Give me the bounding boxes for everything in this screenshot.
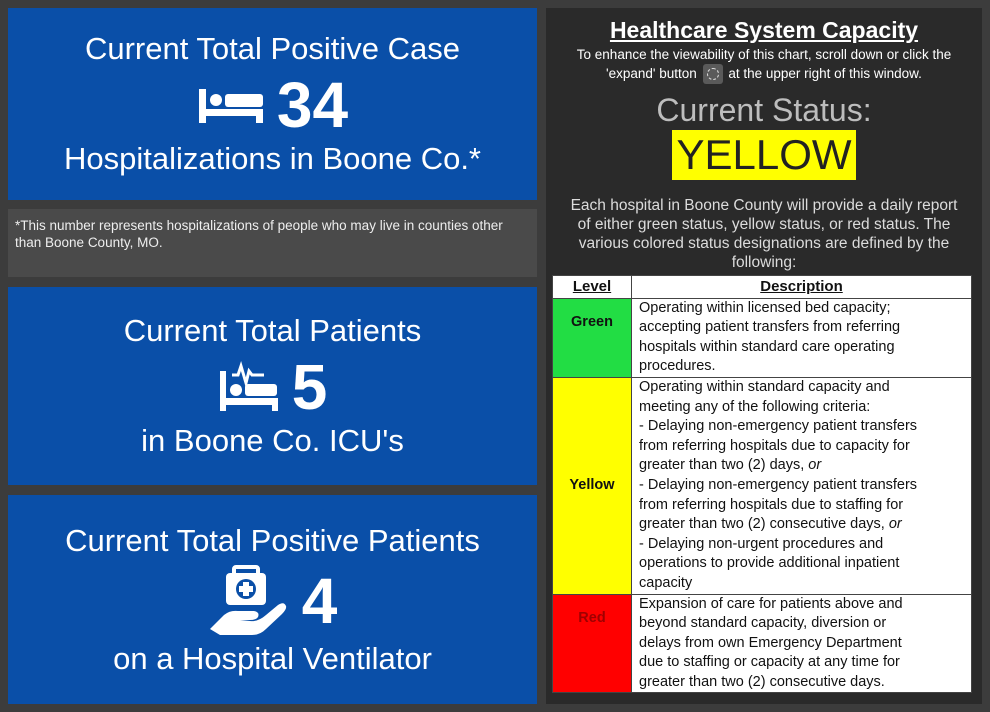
medical-kit-hand-icon — [208, 565, 290, 637]
status-badge: YELLOW — [672, 130, 855, 180]
capacity-title: Healthcare System Capacity — [609, 17, 919, 43]
description-yellow — [632, 377, 972, 594]
instructions-line-3: at the upper right of this window. — [728, 66, 922, 81]
yellow-line — [639, 456, 968, 476]
icu-bed-icon — [218, 361, 280, 413]
or-word: or — [808, 457, 822, 474]
hospitalization-footnote: *This number represents hospitalizations of people who may live in counties other than Boone County, MO. — [8, 209, 537, 277]
yellow-line: from referring hospitals due to staffing for — [639, 496, 904, 513]
yellow-line: - Delaying non-emergency patient transfers — [639, 476, 918, 493]
hospitalizations-subtitle: Hospitalizations in Boone Co.* — [63, 141, 482, 176]
description-green — [632, 298, 972, 377]
bed-icon — [197, 85, 265, 125]
yellow-line: capacity — [639, 574, 693, 591]
green-line: hospitals within standard care operating — [639, 338, 895, 355]
icu-subtitle: in Boone Co. ICU's — [141, 423, 404, 458]
table-row-red — [553, 594, 972, 693]
red-line: due to staffing or capacity at any time for — [639, 654, 900, 671]
table-header-row — [553, 276, 972, 299]
icu-count: 5 — [291, 351, 328, 423]
header-level: Level — [553, 276, 632, 299]
yellow-line: operations to provide additional inpatient — [639, 555, 900, 572]
red-line: beyond standard capacity, diversion or — [639, 615, 887, 632]
icu-title: Current Total Patients — [123, 313, 422, 348]
ventilator-title: Current Total Positive Patients — [65, 522, 480, 558]
instructions-line-1: To enhance the viewability of this chart, scroll down or click the — [576, 47, 952, 62]
table-row-yellow — [553, 377, 972, 594]
capacity-panel — [546, 8, 982, 704]
yellow-line-text: greater than two (2) days, — [639, 457, 805, 474]
ventilator-panel — [8, 495, 537, 704]
green-line: accepting patient transfers from referring — [639, 319, 901, 336]
level-yellow: Yellow — [553, 377, 632, 594]
table-row-green — [553, 298, 972, 377]
capacity-instructions — [546, 45, 982, 84]
yellow-line: - Delaying non-urgent procedures and — [639, 535, 884, 552]
description-red — [632, 594, 972, 693]
ventilator-subtitle: on a Hospital Ventilator — [113, 640, 432, 676]
header-description: Description — [632, 276, 972, 299]
green-line: procedures. — [639, 358, 716, 375]
red-line: greater than two (2) consecutive days. — [639, 673, 885, 690]
hospitalizations-title: Current Total Positive Case — [84, 31, 461, 66]
yellow-line: from referring hospitals due to capacity for — [639, 437, 910, 454]
level-red: Red — [553, 594, 632, 693]
level-green: Green — [553, 298, 632, 377]
icu-panel — [8, 287, 537, 485]
status-label: Current Status: — [656, 92, 872, 129]
status-description: Each hospital in Boone County will provide a daily report of either green status, yellow status, or red status. The various colored status designations are defined by the following: — [570, 197, 958, 272]
yellow-line: meeting any of the following criteria: — [639, 398, 871, 415]
hospitalizations-panel — [8, 8, 537, 200]
red-line: Expansion of care for patients above and — [639, 595, 903, 612]
or-word: or — [888, 516, 902, 533]
ventilator-count: 4 — [301, 564, 338, 637]
hospitalizations-count: 34 — [276, 69, 349, 141]
yellow-line — [639, 515, 968, 535]
yellow-line: Operating within standard capacity and — [639, 378, 890, 395]
yellow-line-text: greater than two (2) consecutive days, — [639, 516, 885, 533]
status-levels-table — [552, 275, 972, 693]
expand-icon[interactable] — [703, 64, 723, 84]
yellow-line: - Delaying non-emergency patient transfers — [639, 418, 918, 435]
red-line: delays from own Emergency Department — [639, 634, 902, 651]
instructions-line-2: 'expand' button — [606, 66, 697, 81]
green-line: Operating within licensed bed capacity; — [639, 299, 891, 316]
